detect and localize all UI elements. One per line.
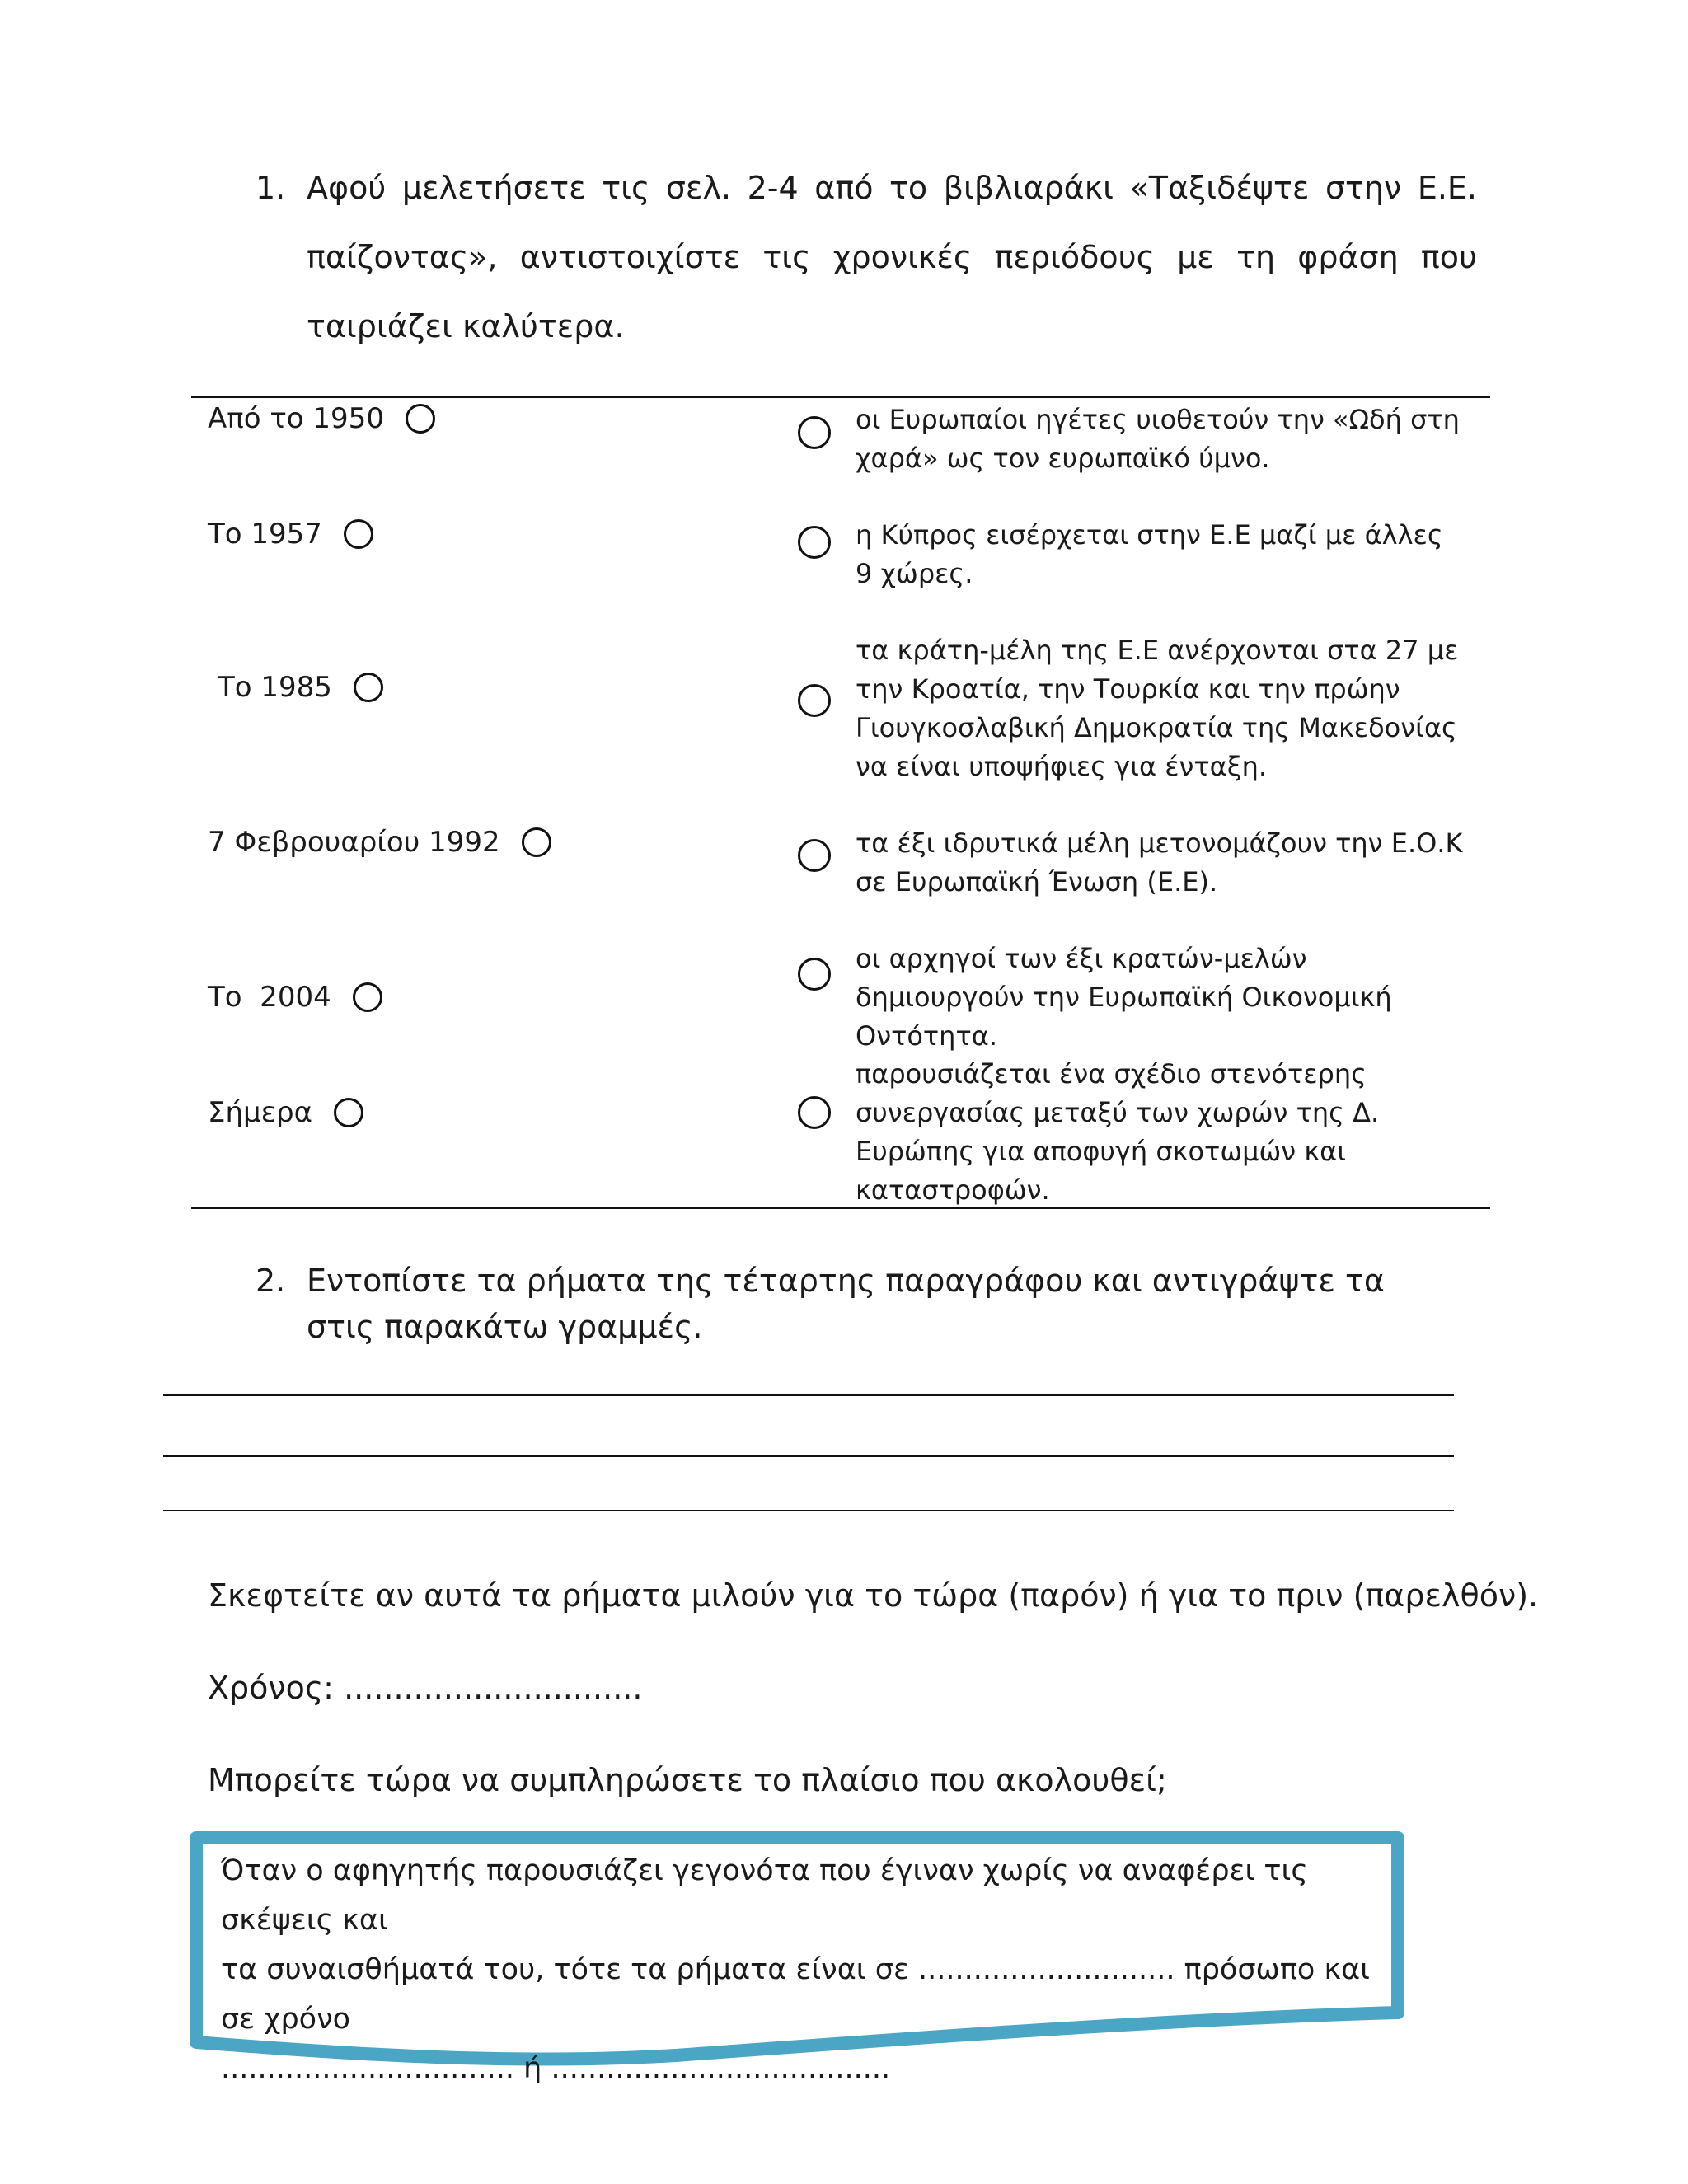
answer-line-2[interactable]	[163, 1455, 1454, 1457]
fill-box-text	[221, 1846, 1391, 2093]
right-item-text: παρουσιάζεται ένα σχέδιο στενότερης συνεργασίας μεταξύ των χωρών της Δ. Ευρώπης για αποφυγή σκοτωμών και καταστροφών.	[856, 1058, 1380, 1206]
question-1-text: Αφού μελετήσετε τις σελ. 2-4 από το βιβλιαράκι «Ταξιδέψτε στην Ε.Ε. παίζοντας», αντιστοιχίστε τις χρονικές περιόδους με τη φράση που ταιριάζει καλύτερα.	[307, 170, 1477, 344]
left-item-label: Από το 1950	[208, 402, 384, 435]
fill-box-line-2[interactable]: τα συναισθήματά του, τότε τα ρήματα είναι σε ............................ πρόσωπο και σε χρόνο	[221, 1953, 1370, 2036]
left-item-label: Το 2004	[208, 981, 331, 1014]
match-circle-right[interactable]	[798, 1096, 831, 1129]
question-1-number: 1.	[256, 170, 286, 206]
think-prompt: Σκεφτείτε αν αυτά τα ρήματα μιλούν για το τώρα (παρόν) ή για το πριν (παρελθόν).	[208, 1577, 1539, 1614]
match-circle-left[interactable]	[353, 982, 382, 1012]
left-item-label: Το 1985	[218, 671, 332, 704]
match-circle-right[interactable]	[798, 684, 831, 717]
question-2-number: 2.	[256, 1263, 286, 1299]
right-item-text: η Κύπρος εισέρχεται στην Ε.Ε μαζί με άλλες 9 χώρες.	[856, 519, 1443, 589]
question-2-text: Εντοπίστε τα ρήματα της τέταρτης παραγράφου και αντιγράψτε τα στις παρακάτω γραμμές.	[307, 1263, 1385, 1345]
left-item-label: 7 Φεβρουαρίου 1992	[208, 826, 500, 859]
fill-box-line-3[interactable]: ................................ ή .....................................	[221, 2052, 891, 2085]
match-circle-left[interactable]	[406, 404, 435, 434]
match-circle-left[interactable]	[354, 673, 383, 702]
match-circle-right[interactable]	[798, 416, 831, 449]
left-item-2004	[208, 981, 382, 1014]
match-circle-right[interactable]	[798, 839, 831, 872]
left-item-today	[208, 1096, 363, 1129]
left-item-label: Σήμερα	[208, 1096, 313, 1129]
tense-fill-line[interactable]: Χρόνος: ..............................	[208, 1670, 643, 1706]
right-item-text: οι Ευρωπαίοι ηγέτες υιοθετούν την «Ωδή στη χαρά» ως τον ευρωπαϊκό ύμνο.	[856, 404, 1460, 474]
left-item-label: Το 1957	[208, 518, 322, 551]
match-circle-right[interactable]	[798, 958, 831, 991]
question-2	[256, 1258, 1385, 1345]
left-item-1950	[208, 402, 435, 435]
match-circle-left[interactable]	[344, 519, 373, 549]
match-circle-right[interactable]	[798, 526, 831, 559]
answer-line-3[interactable]	[163, 1510, 1454, 1511]
answer-line-1[interactable]	[163, 1394, 1454, 1396]
fill-box-line-1: Όταν ο αφηγητής παρουσιάζει γεγονότα που έγιναν χωρίς να αναφέρει τις σκέψεις και	[221, 1854, 1308, 1937]
left-item-1992	[208, 826, 551, 859]
left-item-1957	[208, 518, 373, 551]
right-item-text: τα έξι ιδρυτικά μέλη μετονομάζουν την Ε.Ο.Κ σε Ευρωπαϊκή Ένωση (Ε.Ε).	[856, 827, 1463, 898]
table-top-rule	[191, 396, 1490, 398]
match-circle-left[interactable]	[522, 827, 551, 857]
left-item-1985	[218, 671, 383, 704]
fill-box-prompt: Μπορείτε τώρα να συμπληρώσετε το πλαίσιο που ακολουθεί;	[208, 1762, 1167, 1798]
right-item-text: τα κράτη-μέλη της Ε.Ε ανέρχονται στα 27 με την Κροατία, την Τουρκία και την πρώην Γιουγκοσλαβική Δημοκρατία της Μακεδονίας να είναι υποψήφιες για ένταξη.	[856, 635, 1459, 782]
match-circle-left[interactable]	[334, 1098, 363, 1127]
right-item-text: οι αρχηγοί των έξι κρατών-μελών δημιουργούν την Ευρωπαϊκή Οικονομική Οντότητα.	[856, 943, 1392, 1052]
